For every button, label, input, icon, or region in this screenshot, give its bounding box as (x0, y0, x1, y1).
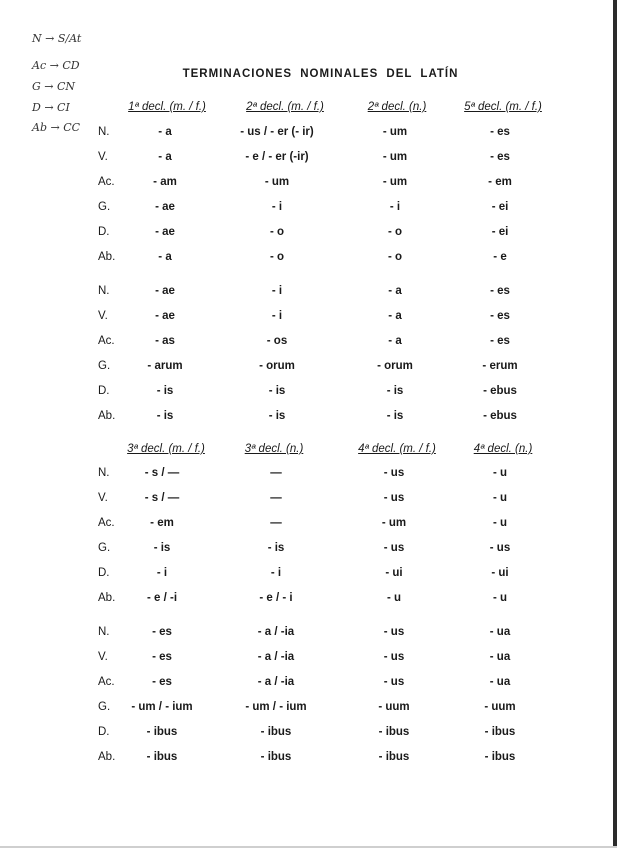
ending-cell: - i (156, 567, 168, 579)
ending-cell: - is (156, 385, 174, 397)
margin-note: N → S/At (32, 32, 82, 45)
column-header: 4ª decl. (m. / f.) (358, 443, 436, 455)
ending-cell: — (270, 492, 282, 504)
ending-cell: - es (152, 676, 172, 688)
case-label: Ac. (98, 676, 115, 688)
ending-cell: - ebus (483, 385, 517, 397)
ending-cell: - ibus (378, 726, 410, 738)
ending-cell: - es (490, 126, 510, 138)
column-header: 3ª decl. (n.) (244, 443, 304, 455)
ending-cell: - us (383, 676, 405, 688)
ending-cell: - ui (491, 567, 509, 579)
ending-cell: - orum (377, 360, 413, 372)
ending-cell: - e / -i (146, 592, 178, 604)
ending-cell: - u (492, 492, 508, 504)
ending-cell: - us (489, 542, 511, 554)
case-label: G. (98, 701, 111, 713)
ending-cell: - a (388, 285, 402, 297)
ending-cell: — (270, 517, 282, 529)
ending-cell: - ei (491, 226, 509, 238)
ending-cell: - i (389, 201, 401, 213)
ending-cell: - o (387, 251, 403, 263)
ending-cell: - es (490, 285, 510, 297)
ending-cell: - am (153, 176, 177, 188)
ending-cell: - e / - i (259, 592, 293, 604)
case-label: G. (98, 360, 111, 372)
ending-cell: - a (158, 126, 172, 138)
ending-cell: - u (386, 592, 402, 604)
ending-cell: - ebus (483, 410, 517, 422)
case-label: N. (98, 467, 110, 479)
margin-note: Ac → CD (32, 59, 80, 72)
ending-cell: - um (382, 151, 408, 163)
ending-cell: - us (383, 542, 405, 554)
ending-cell: - a / -ia (257, 676, 295, 688)
column-header: 1ª decl. (m. / f.) (128, 101, 206, 113)
ending-cell: — (270, 467, 282, 479)
ending-cell: - o (387, 226, 403, 238)
ending-cell: - orum (259, 360, 295, 372)
ending-cell: - is (268, 410, 286, 422)
ending-cell: - i (271, 310, 283, 322)
ending-cell: - um (382, 176, 408, 188)
case-label: V. (98, 310, 108, 322)
ending-cell: - um (382, 126, 408, 138)
column-header: 5ª decl. (m. / f.) (464, 101, 542, 113)
ending-cell: - is (153, 542, 171, 554)
ending-cell: - es (490, 310, 510, 322)
case-label: V. (98, 651, 108, 663)
ending-cell: - es (490, 151, 510, 163)
case-label: D. (98, 385, 110, 397)
ending-cell: - ae (155, 201, 175, 213)
case-label: D. (98, 726, 110, 738)
ending-cell: - a (388, 310, 402, 322)
case-label: N. (98, 126, 110, 138)
ending-cell: - um (381, 517, 407, 529)
case-label: Ab. (98, 751, 116, 763)
ending-cell: - a / -ia (257, 651, 295, 663)
case-label: N. (98, 285, 110, 297)
ending-cell: - u (492, 517, 508, 529)
ending-cell: - o (269, 251, 285, 263)
ending-cell: - erum (482, 360, 518, 372)
ending-cell: - es (152, 651, 172, 663)
case-label: Ab. (98, 592, 116, 604)
ending-cell: - ibus (378, 751, 410, 763)
ending-cell: - ibus (146, 726, 178, 738)
ending-cell: - s / — (144, 467, 180, 479)
ending-cell: - us (383, 626, 405, 638)
case-label: Ab. (98, 251, 116, 263)
column-header: 3ª decl. (m. / f.) (127, 443, 205, 455)
ending-cell: - es (152, 626, 172, 638)
ending-cell: - os (266, 335, 288, 347)
margin-note: D → CI (32, 101, 70, 114)
case-label: Ac. (98, 517, 115, 529)
ending-cell: - as (155, 335, 175, 347)
ending-cell: - is (268, 385, 286, 397)
case-label: Ac. (98, 335, 115, 347)
ending-cell: - a (158, 251, 172, 263)
column-header: 2ª decl. (m. / f.) (246, 101, 324, 113)
ending-cell: - ae (155, 310, 175, 322)
ending-cell: - us (383, 651, 405, 663)
case-label: N. (98, 626, 110, 638)
ending-cell: - s / — (144, 492, 180, 504)
case-label: D. (98, 226, 110, 238)
ending-cell: - um (264, 176, 290, 188)
ending-cell: - em (150, 517, 174, 529)
ending-cell: - ua (489, 651, 511, 663)
ending-cell: - is (386, 410, 404, 422)
ending-cell: - ibus (260, 726, 292, 738)
page-title: TERMINACIONES NOMINALES DEL LATÍN (182, 68, 459, 80)
margin-note: G → CN (32, 80, 76, 93)
ending-cell: - um / - ium (131, 701, 193, 713)
ending-cell: - i (271, 201, 283, 213)
case-label: G. (98, 201, 111, 213)
ending-cell: - ae (155, 285, 175, 297)
ending-cell: - um / - ium (245, 701, 307, 713)
ending-cell: - is (267, 542, 285, 554)
ending-cell: - ae (155, 226, 175, 238)
ending-cell: - i (271, 285, 283, 297)
case-label: Ac. (98, 176, 115, 188)
page-edge (613, 0, 617, 848)
ending-cell: - e / - er (-ir) (245, 151, 309, 163)
ending-cell: - ibus (146, 751, 178, 763)
ending-cell: - arum (147, 360, 183, 372)
ending-cell: - a (388, 335, 402, 347)
ending-cell: - es (490, 335, 510, 347)
ending-cell: - em (488, 176, 512, 188)
ending-cell: - ei (491, 201, 509, 213)
case-label: V. (98, 492, 108, 504)
case-label: D. (98, 567, 110, 579)
ending-cell: - ua (489, 676, 511, 688)
case-label: V. (98, 151, 108, 163)
case-label: Ab. (98, 410, 116, 422)
ending-cell: - is (386, 385, 404, 397)
ending-cell: - uum (378, 701, 410, 713)
ending-cell: - ui (385, 567, 403, 579)
ending-cell: - i (270, 567, 282, 579)
ending-cell: - e (493, 251, 507, 263)
ending-cell: - o (269, 226, 285, 238)
ending-cell: - uum (484, 701, 516, 713)
ending-cell: - ua (489, 626, 511, 638)
ending-cell: - ibus (260, 751, 292, 763)
ending-cell: - us (383, 467, 405, 479)
margin-note: Ab → CC (32, 121, 81, 134)
case-label: G. (98, 542, 111, 554)
ending-cell: - a / -ia (257, 626, 295, 638)
ending-cell: - u (492, 467, 508, 479)
ending-cell: - is (156, 410, 174, 422)
ending-cell: - us (383, 492, 405, 504)
ending-cell: - us / - er (- ir) (240, 126, 314, 138)
column-header: 2ª decl. (n.) (367, 101, 427, 113)
ending-cell: - ibus (484, 726, 516, 738)
column-header: 4ª decl. (n.) (473, 443, 533, 455)
ending-cell: - ibus (484, 751, 516, 763)
ending-cell: - a (158, 151, 172, 163)
ending-cell: - u (492, 592, 508, 604)
